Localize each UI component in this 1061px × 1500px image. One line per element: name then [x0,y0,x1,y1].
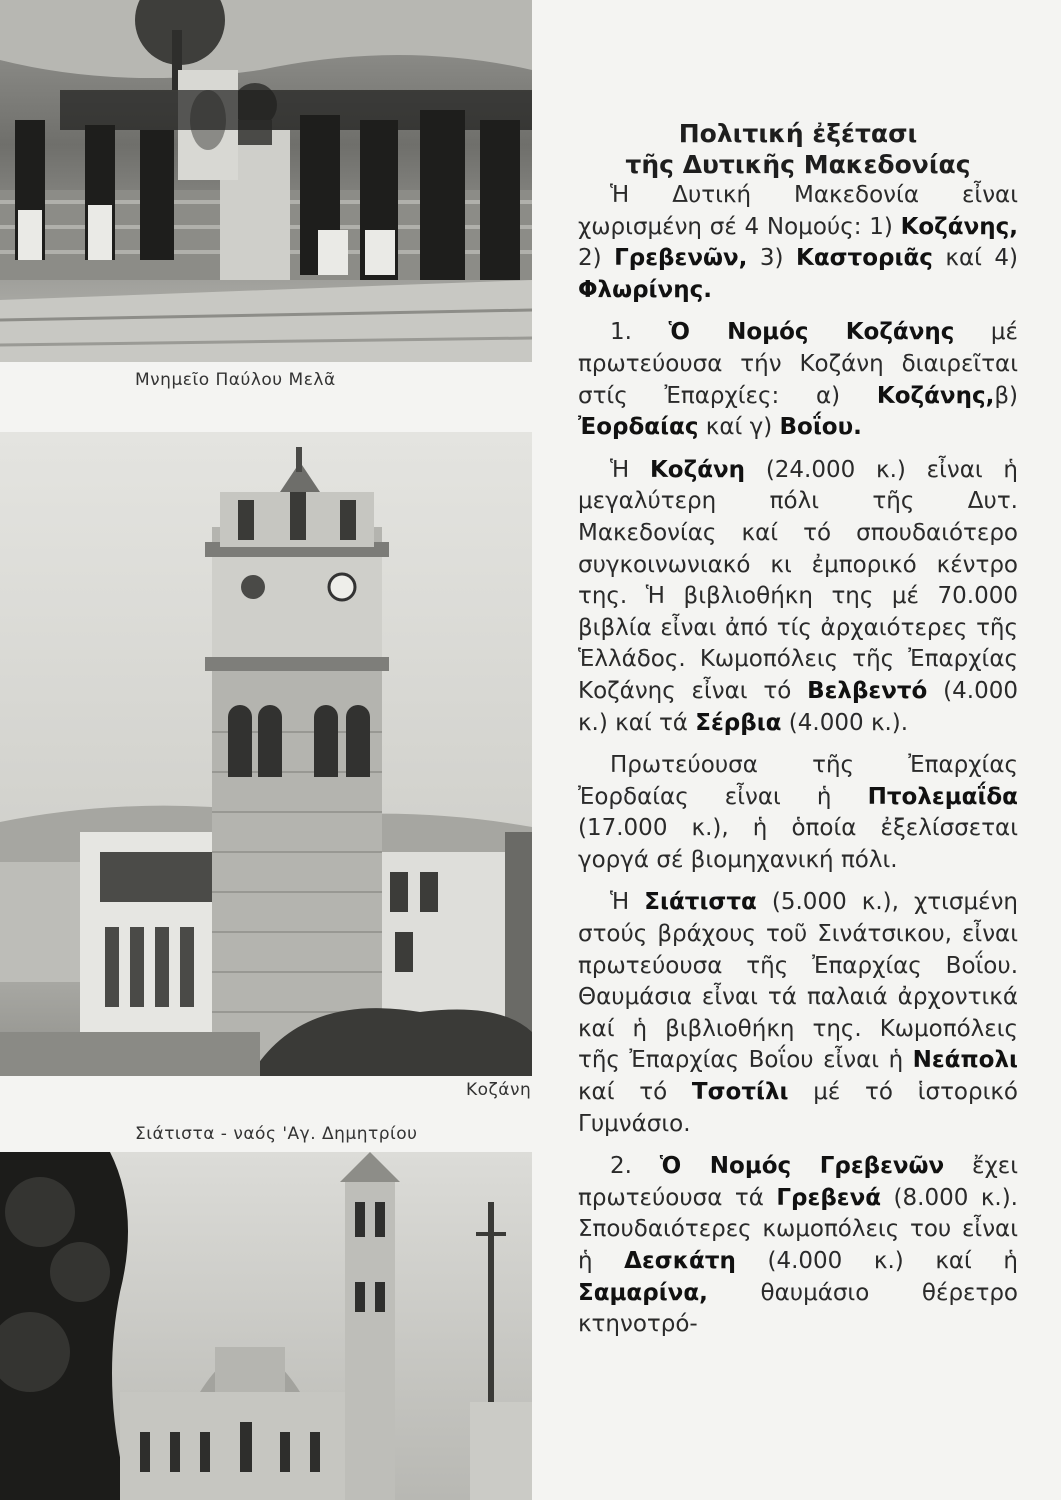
article-text [578,118,1018,1341]
paragraph-intro: Ἡ Δυτική Μακεδονία εἶναι χωρισμένη σέ 4 Νομούς: 1) Κοζάνης, 2) Γρεβενῶν, 3) Καστοριᾶς καί 4) Φλωρίνης. [578,182,1019,303]
caption-siatista: Σιάτιστα - ναός 'Αγ. Δημητρίου [135,1124,418,1144]
paragraph-eordaia: Πρωτεύουσα τῆς Ἐπαρχίας Ἐορδαίας εἶναι ἡ Πτολεμαΐδα (17.000 κ.), ἡ ὁποία ἐξελίσσεται γοργά σέ βιομηχανική πόλι. [578,752,1018,873]
paragraph-grevena-prefecture: 2. Ὁ Νομός Γρεβενῶν ἔχει πρωτεύουσα τά Γρεβενά (8.000 κ.). Σπουδαιότερες κωμοπόλεις του εἶναι ἡ Δεσκάτη (4.000 κ.) καί ἡ Σαμαρίνα, θαυμάσιο θέρετρο κτηνοτρό- [578,1153,1018,1338]
paragraph-kozani-prefecture: 1. Ὁ Νομός Κοζάνης μέ πρωτεύουσα τήν Κοζάνη διαιρεῖται στίς Ἐπαρχίες: α) Κοζάνης,β) Ἐορδαίας καί γ) Βοΐου. [578,319,1018,441]
caption-kozani: Κοζάνη [466,1080,532,1100]
article-title-line2: τῆς Δυτικῆς Μακεδονίας [625,150,971,179]
photo-mela-monument [0,0,532,362]
photo-siatista-church [0,1152,532,1500]
article-title-line1: Πολιτική ἐξέτασι [678,119,918,148]
paragraph-kozani-city: Ἡ Κοζάνη (24.000 κ.) εἶναι ἡ μεγαλύτερη πόλι τῆς Δυτ. Μακεδονίας καί τό σπουδαιότερο συγκοινωνιακό κι ἐμπορικό κέντρο της. Ἡ βιβλιοθήκη της μέ 70.000 βιβλία εἶναι ἀπό τίς ἀρχαιότερες τῆς Ἑλλάδος. Κωμοπόλεις τῆς Ἐπαρχίας Κοζάνης εἶναι τό Βελβεντό (4.000 κ.) καί τά Σέρβια (4.000 κ.). [578,456,1018,736]
caption-mela: Μνημεῖο Παύλου Μελᾶ [135,370,336,390]
photo-kozani-tower [0,432,532,1076]
paragraph-siatista: Ἡ Σιάτιστα (5.000 κ.), χτισμένη στούς βράχους τοῦ Σινάτσικου, εἶναι πρωτεύουσα τῆς Ἐπαρχίας Βοΐου. Θαυμάσια εἶναι τά παλαιά ἀρχοντικά καί ἡ βιβλιοθήκη της. Κωμοπόλεις τῆς Ἐπαρχίας Βοΐου εἶναι ἡ Νεάπολι καί τό Τσοτίλι μέ τό ἱστορικό Γυμνάσιο. [578,889,1018,1137]
